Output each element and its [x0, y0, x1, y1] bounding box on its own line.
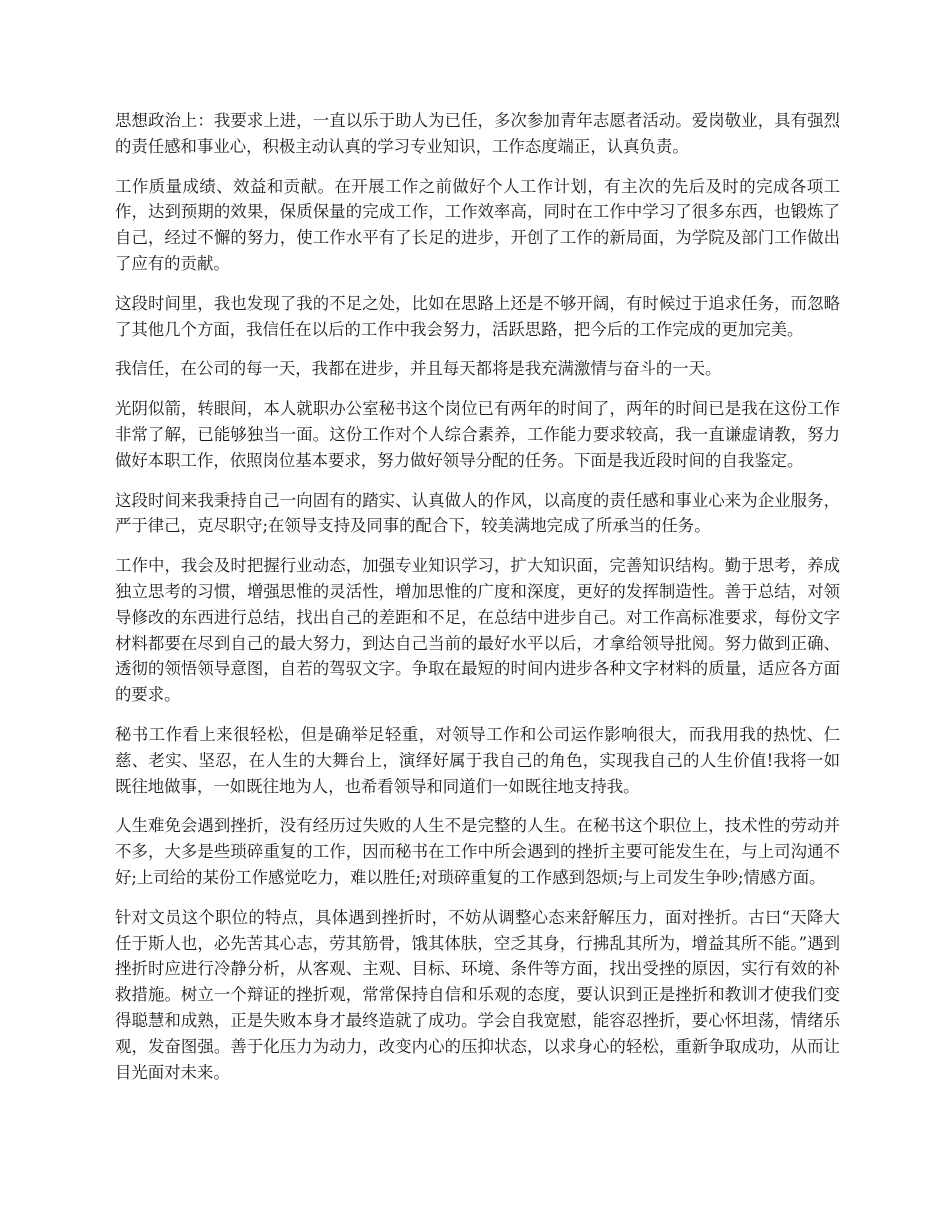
paragraph-7: 工作中，我会及时把握行业动态，加强专业知识学习，扩大知识面，完善知识结构。勤于思考，养成独立思考的习惯，增强思惟的灵活性，增加思惟的广度和深度，更好的发挥制造性。善于总结，对领导修改的东西进行总结，找出自己的差距和不足，在总结中进步自己。对工作高标准要求，每份文字材料都要在尽到自己的最大努力，到达自己当前的最好水平以后，才拿给领导批阅。努力做到正确、透彻的领悟领导意图，自若的驾驭文字。争取在最短的时间内进步各种文字材料的质量，适应各方面的要求。	[115, 556, 840, 705]
document-body	[115, 108, 840, 1085]
paragraph-4: 我信任，在公司的每一天，我都在进步，并且每天都将是我充满激情与奋斗的一天。	[115, 359, 722, 379]
paragraph-8: 秘书工作看上来很轻松，但是确举足轻重，对领导工作和公司运作影响很大，而我用我的热忱、仁慈、老实、坚忍，在人生的大舞台上，演绎好属于我自己的角色，实现我自己的人生价值!我将一如既往地做事，一如既往地为人，也希看领导和同道们一如既往地支持我。	[115, 724, 840, 796]
paragraph-1: 思想政治上：我要求上进，一直以乐于助人为已任，多次参加青年志愿者活动。爱岗敬业，具有强烈的责任感和事业心，积极主动认真的学习专业知识，工作态度端正，认真负责。	[115, 111, 840, 156]
paragraph-2: 工作质量成绩、效益和贡献。在开展工作之前做好个人工作计划，有主次的先后及时的完成各项工作，达到预期的效果，保质保量的完成工作，工作效率高，同时在工作中学习了很多东西，也锻炼了自己，经过不懈的努力，使工作水平有了长足的进步，开创了工作的新局面，为学院及部门工作做出了应有的贡献。	[115, 176, 840, 273]
paragraph-6: 这段时间来我秉持自己一向固有的踏实、认真做人的作风，以高度的责任感和事业心来为企业服务，严于律己，克尽职守;在领导支持及同事的配合下，较美满地完成了所承当的任务。	[115, 490, 840, 536]
paragraph-3: 这段时间里，我也发现了我的不足之处，比如在思路上还是不够开阔，有时候过于追求任务，而忽略了其他几个方面，我信任在以后的工作中我会努力，活跃思路，把今后的工作完成的更加完美。	[115, 293, 840, 339]
paragraph-5: 光阴似箭，转眼间，本人就职办公室秘书这个岗位已有两年的时间了，两年的时间已是我在这份工作非常了解，已能够独当一面。这份工作对个人综合素养，工作能力要求较高，我一直谦虚请教，努力做好本职工作，依照岗位基本要求，努力做好领导分配的任务。下面是我近段时间的自我鉴定。	[115, 399, 840, 470]
paragraph-10: 针对文员这个职位的特点，具体遇到挫折时，不妨从调整心态来舒解压力，面对挫折。古曰“天降大任于斯人也，必先苦其心志，劳其筋骨，饿其体肤，空乏其身，行拂乱其所为，增益其所不能。”遇到挫折时应进行冷静分析，从客观、主观、目标、环境、条件等方面，找出受挫的原因，实行有效的补救措施。树立一个辩证的挫折观，常常保持自信和乐观的态度，要认识到正是挫折和教训才使我们变得聪慧和成熟，正是失败本身才最终造就了成功。学会自我宽慰，能容忍挫折，要心怀坦荡，情绪乐观，发奋图强。善于化压力为动力，改变内心的压抑状态，以求身心的轻松，重新争取成功，从而让目光面对未来。	[115, 907, 840, 1082]
paragraph-9: 人生难免会遇到挫折，没有经历过失败的人生不是完整的人生。在秘书这个职位上，技术性的劳动并不多，大多是些琐碎重复的工作，因而秘书在工作中所会遇到的挫折主要可能发生在，与上司沟通不好;上司给的某份工作感觉吃力，难以胜任;对琐碎重复的工作感到怨烦;与上司发生争吵;情感方面。	[115, 816, 840, 887]
